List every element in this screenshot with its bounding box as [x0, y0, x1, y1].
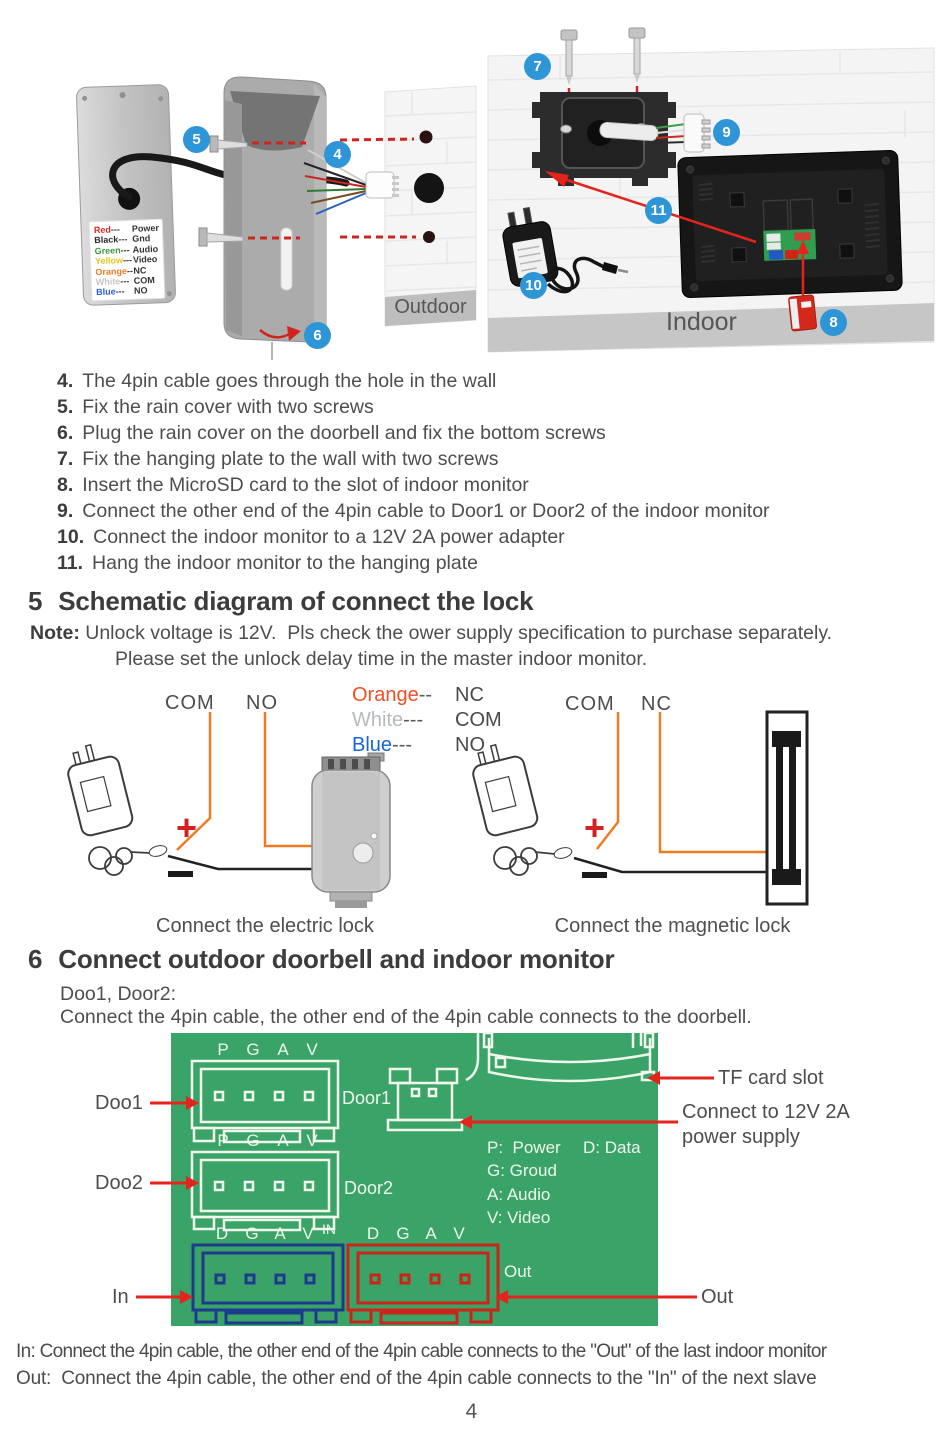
indoor-monitor-graphic — [678, 150, 903, 298]
footer-out-note: Out: Connect the 4pin cable, the other end of the 4pin cable connects to the "In" of the next slave — [16, 1368, 817, 1389]
minus-sign-left — [168, 871, 193, 877]
section5-number: 5 — [28, 586, 43, 616]
pin-label: D — [366, 1224, 380, 1243]
wire-legend-row: Green--- Audio — [94, 243, 159, 256]
caption-electric-lock: Connect the electric lock — [156, 915, 374, 937]
pin-label: V — [306, 1131, 318, 1150]
step-item: 7. Fix the hanging plate to the wall with two screws — [57, 448, 499, 470]
terminal-no-left: NO — [246, 692, 278, 714]
section6-title: Connect outdoor doorbell and indoor monitor — [58, 944, 615, 974]
outdoor-label: Outdoor — [394, 296, 467, 318]
plus-sign-left: + — [176, 807, 198, 848]
callout-9: 9 — [713, 119, 740, 146]
wire-legend-row: Blue--- NO — [95, 285, 148, 298]
board-legend-data: D: Data — [583, 1138, 641, 1157]
section6-line1: Doo1, Door2: — [60, 983, 176, 1005]
lock-legend-blue: Blue--- NO — [352, 734, 485, 756]
doo2-label: Doo2 — [95, 1172, 143, 1194]
pin-label: P — [217, 1040, 229, 1059]
power-supply-label-line2: power supply — [682, 1126, 800, 1148]
callout-8: 8 — [820, 309, 847, 336]
magnetic-lock-graphic — [767, 712, 807, 904]
step-item: 11. Hang the indoor monitor to the hanging plate — [57, 552, 478, 574]
pin-label: V — [306, 1040, 318, 1059]
section6-number: 6 — [28, 944, 43, 974]
indoor-label: Indoor — [666, 308, 737, 336]
in-label: In — [112, 1286, 129, 1308]
pin-label: V — [453, 1224, 465, 1243]
callout-7: 7 — [524, 53, 551, 80]
page-number: 4 — [465, 1400, 478, 1423]
green-board — [171, 1033, 658, 1326]
out-small-label: Out — [504, 1262, 532, 1281]
terminal-com-left: COM — [165, 692, 215, 714]
section5-title: Schematic diagram of connect the lock — [58, 586, 534, 616]
electric-lock-adapter — [62, 739, 168, 875]
section6-heading — [28, 944, 614, 975]
out-label: Out — [701, 1286, 734, 1308]
board-legend-ground: G: Groud — [487, 1161, 557, 1180]
step-item: 4. The 4pin cable goes through the hole in the wall — [57, 370, 497, 392]
rain-cover-graphic — [224, 77, 326, 360]
plus-sign-right: + — [584, 807, 606, 848]
pin-label: G — [246, 1131, 260, 1150]
pin-label: D — [215, 1224, 229, 1243]
callout-11: 11 — [645, 197, 672, 224]
pin-label: A — [277, 1131, 289, 1150]
callout-5: 5 — [183, 126, 210, 153]
note-label: Note: — [30, 622, 80, 644]
callout-10: 10 — [520, 272, 547, 299]
magnetic-lock-adapter — [467, 739, 573, 875]
board-legend-audio: A: Audio — [487, 1185, 551, 1204]
wire-legend-row: Red--- Power — [93, 222, 160, 236]
callout-4: 4 — [324, 141, 351, 168]
callout-6: 6 — [304, 322, 331, 349]
in-small-label: IN — [322, 1221, 336, 1237]
pin-label: A — [274, 1224, 286, 1243]
step-item: 6. Plug the rain cover on the doorbell and fix the bottom screws — [57, 422, 606, 444]
lock-legend-orange: Orange-- NC — [352, 684, 484, 706]
installation-steps — [57, 368, 770, 576]
wire-legend-row: Orange-- NC — [95, 264, 147, 277]
door2-port-label: Door2 — [344, 1178, 394, 1198]
note-line1: Note: Unlock voltage is 12V. Pls check the ower supply specification to purchase separately. — [30, 622, 833, 644]
minus-sign-right — [582, 872, 607, 878]
power-supply-label-line1: Connect to 12V 2A — [682, 1101, 850, 1123]
terminal-com-right: COM — [565, 693, 615, 715]
section6-line2: Connect the 4pin cable, the other end of the 4pin cable connects to the doorbell. — [60, 1006, 752, 1028]
wire-legend-row: White--- COM — [95, 275, 155, 288]
pin-label: V — [302, 1224, 314, 1243]
pin-label: A — [277, 1040, 289, 1059]
pin-label: A — [425, 1224, 437, 1243]
pin-label: G — [396, 1224, 410, 1243]
step-item: 10. Connect the indoor monitor to a 12V 2A power adapter — [57, 526, 565, 548]
step-item: 9. Connect the other end of the 4pin cable to Door1 or Door2 of the indoor monitor — [57, 500, 770, 522]
lock-legend-white: White--- COM — [352, 709, 502, 731]
footer-in-note: In: Connect the 4pin cable, the other end of the 4pin cable connects to the "Out" of the last indoor monitor — [16, 1341, 827, 1362]
outdoor-wall-graphic — [385, 86, 476, 326]
wire-color-legend — [89, 219, 166, 302]
caption-magnetic-lock: Connect the magnetic lock — [554, 915, 791, 937]
terminal-nc-right: NC — [641, 693, 672, 715]
pin-label: G — [246, 1040, 260, 1059]
magnetic-lock-wires — [574, 712, 768, 872]
wire-legend-row: Black--- Gnd — [94, 233, 151, 246]
wire-legend-row: Yellow--- Video — [94, 254, 158, 267]
board-legend-power: P: Power — [487, 1138, 561, 1157]
section5-heading — [28, 586, 533, 617]
step-item: 8. Insert the MicroSD card to the slot of indoor monitor — [57, 474, 529, 496]
note-line2: Please set the unlock delay time in the master indoor monitor. — [115, 648, 648, 670]
pin-label: P — [217, 1131, 229, 1150]
board-legend-video: V: Video — [487, 1208, 551, 1227]
step-item: 5. Fix the rain cover with two screws — [57, 396, 374, 418]
pin-label: G — [245, 1224, 259, 1243]
electric-lock-graphic — [312, 753, 390, 908]
door1-port-label: Door1 — [342, 1088, 392, 1108]
tf-card-slot-label: TF card slot — [718, 1067, 824, 1089]
doo1-label: Doo1 — [95, 1092, 143, 1114]
